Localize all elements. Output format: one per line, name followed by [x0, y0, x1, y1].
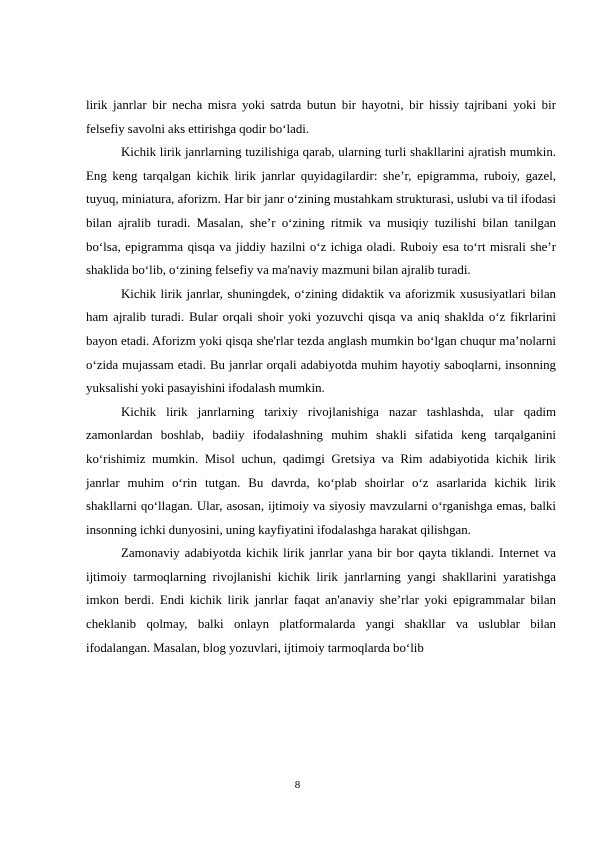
document-body: [86, 94, 556, 660]
paragraph-1: lirik janrlar bir necha misra yoki satrda butun bir hayotni, bir hissiy tajribani yoki bir felsefiy savolni aks ettirishga qodir bo‘ladi.: [86, 98, 556, 136]
paragraph-3: Kichik lirik janrlar, shuningdek, o‘zining didaktik va aforizmik xususiyatlari bilan ham ajralib turadi. Bular orqali shoir yoki yozuvchi qisqa va aniq shaklda o‘z fikrlarini bayon etadi. Aforizm yoki qisqa she'rlar tezda anglash mumkin bo‘lgan chuqur ma’nolarni o‘zida mujassam etadi. Bu janrlar orqali adabiyotda muhim hayotiy saboqlarni, insonning yuksalishi yoki pasayishini ifodalash mumkin.: [86, 286, 556, 396]
paragraph-2: Kichik lirik janrlarning tuzilishiga qarab, ularning turli shakllarini ajratish mumkin. Eng keng tarqalgan kichik lirik janrlar quyidagilardir: she’r, epigramma, ruboiy, gazel, tuyuq, miniatura, aforizm. Har bir janr o‘zining mustahkam strukturasi, uslubi va til ifodasi bilan ajralib turadi. Masalan, she’r o‘zining ritmik va musiqiy tuzilishi bilan tanilgan bo‘lsa, epigramma qisqa va jiddiy hazilni o‘z ichiga oladi. Ruboiy esa to‘rt misrali she’r shaklida bo‘lib, o‘zining felsefiy va ma'naviy mazmuni bilan ajralib turadi.: [86, 145, 556, 278]
paragraph-4: Kichik lirik janrlarning tarixiy rivojlanishiga nazar tashlashda, ular qadim zamonlardan boshlab, badiiy ifodalashning muhim shakli sifatida keng tarqalganini ko‘rishimiz mumkin. Misol uchun, qadimgi Gretsiya va Rim adabiyotida kichik lirik janrlar muhim o‘rin tutgan. Bu davrda, ko‘plab shoirlar o‘z asarlarida kichik lirik shakllarni qo‘llagan. Ular, asosan, ijtimoiy va siyosiy mavzularni o‘rganishga emas, balki insonning ichki dunyosini, uning kayfiyatini ifodalashga harakat qilishgan.: [86, 404, 556, 537]
paragraph-5: Zamonaviy adabiyotda kichik lirik janrlar yana bir bor qayta tiklandi. Internet va ijtimoiy tarmoqlarning rivojlanishi kichik lirik janrlarning yangi shakllarini yaratishga imkon berdi. Endi kichik lirik janrlar faqat an'anaviy she’rlar yoki epigrammalar bilan cheklanib qolmay, balki onlayn platformalarda yangi shakllar va uslublar bilan ifodalangan. Masalan, blog yozuvlari, ijtimoiy tarmoqlarda bo‘lib: [86, 546, 556, 655]
page-number: 8: [294, 779, 301, 791]
